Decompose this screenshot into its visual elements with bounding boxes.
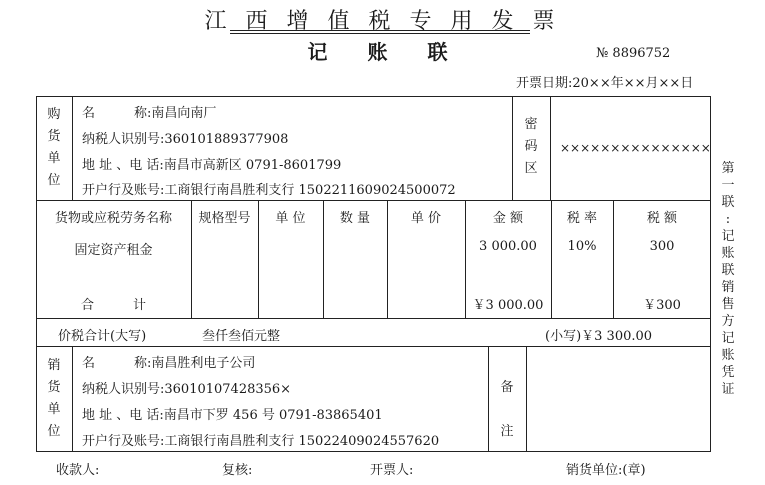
header-tax-rate: 税 率 [566,211,598,226]
divider [36,200,711,201]
total-label: 合 计 [80,298,146,313]
password-area-value: ××××××××××××××× [560,141,711,155]
payee-field: 收款人: [56,463,100,478]
header-unit-price: 单 价 [410,211,442,226]
invoice-title: 江 西 增 值 税 专 用 发 票 [204,9,561,34]
copy-type: 记 账 联 [307,40,458,64]
total-tax: ￥300 [643,298,681,313]
password-area-label: 密 码 区 [524,117,538,176]
divider [36,318,711,319]
header-goods-name: 货物或应税劳务名称 [54,211,172,226]
seller-name: 名 称:南昌胜利电子公司 [82,356,256,371]
copy-side-note: 第 一 联 : 记 账 联 销 售 方 记 账 凭 证 [721,161,735,397]
title-underline-2 [230,33,530,34]
divider [550,96,551,200]
sum-in-words: 叁仟叁佰元整 [202,329,281,344]
seller-address: 地 址 、电 话:南昌市下罗 456 号 0791-83865401 [82,408,383,423]
header-unit: 单 位 [275,211,306,226]
buyer-section-label: 购 货 单 位 [47,107,61,188]
item-amount: 3 000.00 [479,239,537,254]
header-tax-amount: 税 额 [646,211,678,226]
total-amount: ￥3 000.00 [472,298,544,313]
buyer-name: 名 称:南昌向南厂 [82,106,217,121]
buyer-tax-id: 纳税人识别号:360101889377908 [82,132,289,147]
divider [526,346,527,452]
sum-label: 价税合计(大写) [58,329,147,344]
divider [72,96,73,200]
invoice-number: № 8896752 [596,46,671,61]
item-name: 固定资产租金 [74,243,153,258]
header-quantity: 数 量 [339,211,371,226]
header-amount: 金 额 [492,211,524,226]
reviewer-field: 复核: [222,463,253,478]
seller-section-label: 销 货 单 位 [47,358,61,439]
issue-date: 开票日期:20××年××月××日 [516,76,694,91]
title-underline [230,30,530,31]
divider [72,346,73,452]
seller-bank: 开户行及账号:工商银行南昌胜利支行 15022409024557620 [82,434,440,449]
remark-label: 备 注 [500,380,514,439]
seller-seal-field: 销货单位:(章) [566,463,646,478]
sum-in-figures: (小写)￥3 300.00 [545,329,653,344]
header-spec: 规格型号 [198,211,251,226]
divider [36,346,711,347]
item-tax: 300 [649,239,675,254]
buyer-bank: 开户行及账号:工商银行南昌胜利支行 150221160902450007​2 [82,183,456,198]
item-tax-rate: 10% [567,239,597,254]
seller-tax-id: 纳税人识别号:36010107428356× [82,382,292,397]
issuer-field: 开票人: [370,463,414,478]
buyer-address: 地 址 、电 话:南昌市高新区 0791-8601799 [82,158,342,173]
